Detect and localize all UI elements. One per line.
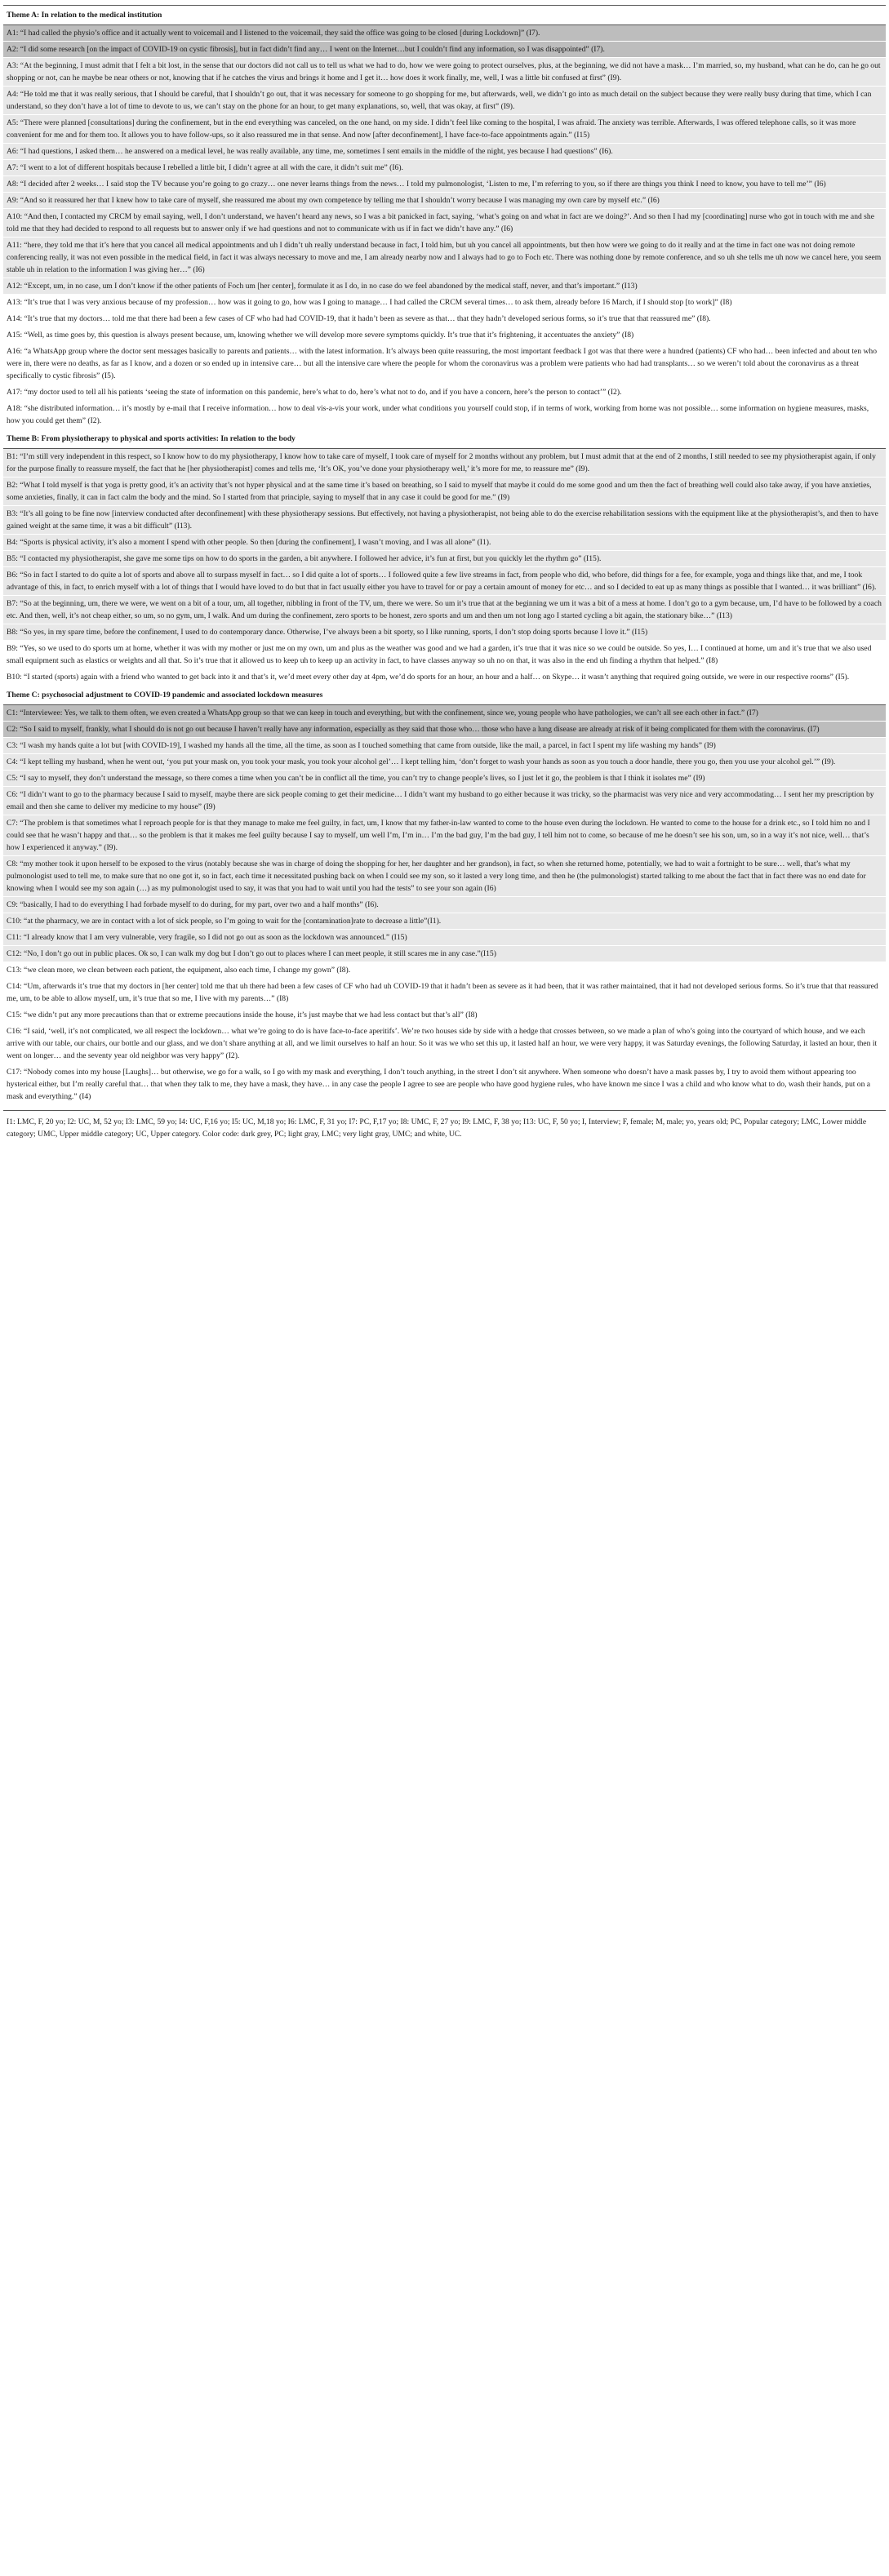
quote-text: A15: “Well, as time goes by, this question is always present because, um, knowing whether we will develop more severe symptoms quickly. It’s true that it’s frightening, it accentuates the anxiety” (I8)	[3, 327, 886, 344]
quote-text: C8: “my mother took it upon herself to be exposed to the virus (notably because she was in charge of doing the shopping for her, her daughter and her grandson), in fact, so when she returned home, potentially, we had to wait a fortnight to be sure… well, that’s what my pulmonologist used to tell me, to make sure that no one got it, so in fact, each time it necessitated pushing back on when I could see my son, so it lasted a very long time, and then he (the pulmonologist) started talking to me about the fact that in fact there was no end date for knowing when I would see my son again (…) as my pulmonologist used to say, it was that you had to wait until you had the tests” to see your son again (I6)	[3, 856, 886, 897]
quote-row	[3, 722, 886, 738]
quote-row	[3, 641, 886, 669]
quote-text: C13: “we clean more, we clean between each patient, the equipment, also each time, I change my gown” (I8).	[3, 962, 886, 979]
quote-row	[3, 160, 886, 176]
quote-text: C4: “I kept telling my husband, when he went out, ‘you put your mask on, you took your mask, you took your alcohol gel’… I kept telling him, ‘don’t forget to wash your hands as soon as you touch a door handle, there you go, then you use your alcohol gel.’” (I9).	[3, 754, 886, 771]
quote-row	[3, 1007, 886, 1024]
quote-row	[3, 596, 886, 624]
quote-row	[3, 669, 886, 686]
quote-row	[3, 477, 886, 506]
quote-text: A14: “It’s true that my doctors… told me that there had been a few cases of CF who had had COVID-19, that it hadn’t been as severe as that… that they hadn’t developed serious forms, so it’s true that that reassured me” (I8).	[3, 311, 886, 327]
quote-text: B5: “I contacted my physiotherapist, she gave me some tips on how to do sports in the garden, a bit anywhere. I followed her advice, it’s fun at first, but you quickly let the rhythm go” (I15).	[3, 551, 886, 567]
quote-text: C2: “So I said to myself, frankly, what I should do is not go out because I haven’t really have any information, especially as they said that those who… those who have a lung disease are already at risk of it being complicated for them with the coronavirus. (I7)	[3, 722, 886, 738]
quote-row	[3, 1064, 886, 1105]
quote-text: C12: “No, I don’t go out in public places. Ok so, I can walk my dog but I don’t go out to places where I can meet people, it still scares me in any case.”(I15)	[3, 946, 886, 962]
quote-text: B7: “So at the beginning, um, there we were, we went on a bit of a tour, um, all together, nibbling in front of the TV, um, there we were. So um it’s true that at the beginning we um it was a bit of a mess at home. I don’t go to a gym because, um, I’d have to be followed by a coach etc. And then, well, it’s not cheap either, so um, so no gym, um, I walk. And um during the confinement, zero sports to be honest, zero sports and um and then um not long ago I started cycling a bit again, the stationary bike…” (I13)	[3, 596, 886, 624]
quote-text: A10: “And then, I contacted my CRCM by email saying, well, I don’t understand, we haven’t heard any news, so I was a bit panicked in fact, saying, ‘what’s going on and what in fact are we doing?’. And so then I had my [coordinating] nurse who got in touch with me and she told me that they had decided to respond to all requests but to answer only if we had questions and not to communicate with us if in fact we didn’t have any.” (I6)	[3, 209, 886, 238]
quote-text: A6: “I had questions, I asked them… he answered on a medical level, he was really available, any time, me, sometimes I sent emails in the middle of the night, yes because I had questions” (I6).	[3, 144, 886, 160]
quote-text: A11: “here, they told me that it’s here that you cancel all medical appointments and uh I didn’t uh really understand because in fact, I told him, but uh you cancel all appointments, but then how were we going to do it really and at the time in fact one was not doing remote conferencing really, it was not even possible in the medical field, in fact it was always necessary to move and me, I am already nearby now and I always had to go to Foch etc. There was nothing done by remote conference, and so uh she tells me uh now we cancel here, you seem stable uh in relation to the information I was giving her…” (I6)	[3, 238, 886, 278]
quote-row	[3, 209, 886, 238]
quote-row	[3, 193, 886, 209]
theme-title: Theme A: In relation to the medical institution	[3, 6, 886, 25]
quote-row	[3, 144, 886, 160]
quote-text: A2: “I did some research [on the impact of COVID-19 on cystic fibrosis], but in fact didn’t find any… I went on the Internet…but I couldn’t find any information, so I was disappointed” (I7).	[3, 42, 886, 58]
quote-text: C1: “Interviewee: Yes, we talk to them often, we even created a WhatsApp group so that we can keep in touch and everything, but with the confinement, since we, young people who have pathologies, we can’t all see each other in fact.” (I7)	[3, 705, 886, 722]
quote-text: A5: “There were planned [consultations] during the confinement, but in the end everything was canceled, on the one hand, on my side. I didn’t feel like coming to the hospital, I was afraid. The anxiety was terrible. Afterwards, I was offered telephone calls, so it was more convenient for me and for them too. It allows you to have follow-ups, so it also reassured me in that sense. And now [after deconfinement], I have face-to-face appointments again.” (I15)	[3, 115, 886, 144]
quote-text: A4: “He told me that it was really serious, that I should be careful, that I shouldn’t go out, that it was necessary for someone to go shopping for me, but afterwards, well, we didn’t go into as much detail on the subject because they were really busy during that time, which I can understand, so they don’t have a lot of time to devote to us, we can’t stay on the phone for an hour, to get many explanations, so, well, that was okay, at first” (I9).	[3, 87, 886, 115]
quote-text: C15: “we didn’t put any more precautions than that or extreme precautions inside the house, it’s just maybe that we had less contact but that’s all” (I8)	[3, 1007, 886, 1024]
quote-row	[3, 535, 886, 551]
quote-text: C5: “I say to myself, they don’t understand the message, so there comes a time when you can’t be in conflict all the time, you can’t try to change people’s lives, so I just let it go, the problem is that I think it isolates me” (I9)	[3, 771, 886, 787]
quote-row	[3, 42, 886, 58]
document	[0, 0, 889, 1144]
quote-text: A9: “And so it reassured her that I knew how to take care of myself, she reassured me about my own competence by telling me that I shouldn’t worry because I was managing my own care by myself etc.” (I6)	[3, 193, 886, 209]
quote-text: C3: “I wash my hands quite a lot but [with COVID-19], I washed my hands all the time, all the time, as soon as I touched something that came from outside, like the mail, a parcel, in fact I spent my life washing my hands” (I9)	[3, 738, 886, 754]
quote-row	[3, 962, 886, 979]
quote-row	[3, 87, 886, 115]
quote-row	[3, 946, 886, 962]
quote-row	[3, 979, 886, 1007]
quote-text: C11: “I already know that I am very vulnerable, very fragile, so I did not go out as soon as the lockdown was announced.” (I15)	[3, 930, 886, 946]
quote-text: C10: “at the pharmacy, we are in contact with a lot of sick people, so I’m going to wait for the [contamination]rate to decrease a little”(I1).	[3, 913, 886, 930]
quote-row	[3, 738, 886, 754]
quote-row	[3, 238, 886, 278]
quote-row	[3, 1024, 886, 1064]
quote-row	[3, 930, 886, 946]
theme-header-row	[3, 6, 886, 25]
quote-text: A3: “At the beginning, I must admit that I felt a bit lost, in the sense that our doctors did not call us to tell us what we had to do, how we were going to protect ourselves, plus, at the beginning, we did not have a mask… I’m married, so, my husband, what can he do, can he go out shopping or not, can he maybe be near others or not, knowing that if he catches the virus and brings it home and I get it… how does it work finally, me, well, I was a little bit confused at first” (I9).	[3, 58, 886, 87]
quote-row	[3, 754, 886, 771]
quote-text: A13: “It’s true that I was very anxious because of my profession… how was it going to go, how was I going to manage… I had called the CRCM several times… to ask them, already before 16 March, if I should stop [to work]” (I8)	[3, 295, 886, 311]
quote-row	[3, 705, 886, 722]
quote-row	[3, 815, 886, 856]
theme-title: Theme B: From physiotherapy to physical and sports activities: In relation to the body	[3, 429, 886, 449]
theme-title: Theme C: psychosocial adjustment to COVID-19 pandemic and associated lockdown measures	[3, 686, 886, 705]
quote-row	[3, 506, 886, 535]
quote-text: A18: “she distributed information… it’s mostly by e-mail that I receive information… how to deal vis-a-vis your work, under what conditions you yourself could stop, if in terms of work, working from home was not possible… some information on hygiene measures, masks, how you could get them” (I2).	[3, 401, 886, 429]
quote-text: B2: “What I told myself is that yoga is pretty good, it’s an activity that’s not hyper physical and at the same time it’s based on breathing, so I said to myself that maybe it could do me some good and um then the fact of breathing well could also take away, if you have anxieties, some anxieties, finally, it can in fact calm the body and the mind. So I started from that principle, saying to myself that in any case it could be good for me.” (I9)	[3, 477, 886, 506]
quote-row	[3, 295, 886, 311]
quote-text: B3: “It’s all going to be fine now [interview conducted after deconfinement] with these physiotherapy sessions. But effectively, not having a physiotherapist, not being able to do the exercise rehabilitation sessions with the equipment like at the physiotherapist’s, and then to have gained weight at the same time, it was a bit difficult” (I13).	[3, 506, 886, 535]
quote-row	[3, 449, 886, 477]
quote-text: C9: “basically, I had to do everything I had forbade myself to do during, for my part, over two and a half months” (I6).	[3, 897, 886, 913]
quote-text: A16: “a WhatsApp group where the doctor sent messages basically to parents and patients… with the latest information. It’s always been quite reassuring, the most important feedback I got was that there were a hundred (patients) CF who had… been infected and about ten who were in, there were no deaths, as far as I know, and a dozen or so ended up in intensive care… but all the intensive care where the people for whom the coronavirus was a problem were patients who had had transplants… so we weren’t told about the coronavirus as a threat specifically to cystic fibrosis” (I5).	[3, 344, 886, 384]
quote-row	[3, 787, 886, 815]
quote-text: A8: “I decided after 2 weeks… I said stop the TV because you’re going to go crazy… one never learns things from the news… I told my pulmonologist, ‘Listen to me, I’m referring to you, so if there are things you think I need to know, you have to tell me’” (I6)	[3, 176, 886, 193]
quote-row	[3, 311, 886, 327]
quote-text: C14: “Um, afterwards it’s true that my doctors in [her center] told me that uh there had been a few cases of CF who had uh COVID-19 that it hadn’t been as severe as it had been, that it was rather maintained, that it had not developed serious forms. So it’s true that that reassured me, um, to be able to allow myself, um, it’s true that so me, I live with my parents…” (I8)	[3, 979, 886, 1007]
quote-row	[3, 624, 886, 641]
quote-row	[3, 25, 886, 42]
quote-row	[3, 897, 886, 913]
quotes-table-body	[3, 6, 886, 1105]
quote-text: B10: “I started (sports) again with a friend who wanted to get back into it and that’s it, we’d meet every other day at 4pm, we’d do sports for an hour, an hour and a half… on Skype… it wasn’t anything that required going outside, we were in our respective rooms” (I5).	[3, 669, 886, 686]
quote-text: C16: “I said, ‘well, it’s not complicated, we all respect the lockdown… what we’re going to do is have face-to-face aperitifs’. We’re two houses side by side with a hedge that crosses between, so we made a plan of who’s going into the courtyard of which house, and we each arrive with our table, our chairs, our bottle and our glass, and we don’t share anything at all, and we limit ourselves to half an hour. So it was we who set this up, it lasted half an hour, we were very happy, it was Saturday evenings, the following Saturday, it lasted an hour, then it went on longer… and the seventy year old neighbor was very happy” (I2).	[3, 1024, 886, 1064]
quote-text: B1: “I’m still very independent in this respect, so I know how to do my physiotherapy, I know how to take care of myself, I took care of myself for 2 months without any problem, but I must admit that at the end of 2 months, I still needed to see my physiotherapist again, if only for the purpose finally to reassure myself, the fact that he [her physiotherapist] comes and tells me, ‘It’s OK, you’ve done your physiotherapy well,’ it’s more for me, to reassure me” (I9).	[3, 449, 886, 477]
quote-row	[3, 913, 886, 930]
quote-text: C17: “Nobody comes into my house [Laughs]… but otherwise, we go for a walk, so I go with my mask and everything, I don’t touch anything, in the street I don’t sit anywhere. When someone who doesn’t have a mask passes by, I try to avoid them without appearing too hysterical either, but I’m really careful that… that when they talk to me, they have a mask, they have… in any case the people I agree to see are people who have good hygiene rules, who have known me since I was a child and who know what to do, wash their hands, put on a mask and everything.” (I4)	[3, 1064, 886, 1105]
quote-text: B4: “Sports is physical activity, it’s also a moment I spend with other people. So then [during the confinement], I wasn’t moving, and I was all alone” (I1).	[3, 535, 886, 551]
quote-row	[3, 771, 886, 787]
quote-row	[3, 278, 886, 295]
quote-row	[3, 551, 886, 567]
table-footnote: I1: LMC, F, 20 yo; I2: UC, M, 52 yo; I3: LMC, 59 yo; I4: UC, F,16 yo; I5: UC, M,18 yo; I6: LMC, F, 31 yo; I7: PC, F,17 yo; I8: UMC, F, 27 yo; I9: LMC, F, 38 yo; I13: UC, F, 50 yo; I, Interview; F, female; M, male; yo, years old; PC, Popular category; LMC, Lower middle category; UMC, Upper middle category; UC, Upper category. Color code: dark grey, PC; light gray, LMC; very light gray, UMC; and white, UC.	[3, 1110, 886, 1144]
quote-row	[3, 327, 886, 344]
quote-text: B8: “So yes, in my spare time, before the confinement, I used to do contemporary dance. Otherwise, I’ve always been a bit sporty, so I like running, sports, I don’t stop doing sports because I love it.” (I15)	[3, 624, 886, 641]
quote-row	[3, 115, 886, 144]
quote-row	[3, 176, 886, 193]
quote-row	[3, 567, 886, 596]
quote-row	[3, 344, 886, 384]
quote-text: C6: “I didn’t want to go to the pharmacy because I said to myself, maybe there are sick people coming to get their medicine… I didn’t want my husband to go either because it was tricky, so the pharmacist was very nice and very accommodating… I sent her my prescription by email and then she came to deliver my medicine to my house” (I9)	[3, 787, 886, 815]
theme-header-row	[3, 429, 886, 449]
quote-text: A17: “my doctor used to tell all his patients ‘seeing the state of information on this pandemic, here’s what to do, here’s what not to do, and if you have a concern, here’s the person to contact’” (I2).	[3, 384, 886, 401]
quote-text: A1: “I had called the physio’s office and it actually went to voicemail and I listened to the voicemail, they said the office was going to be closed [during Lockdown]” (I7).	[3, 25, 886, 42]
quote-text: A7: “I went to a lot of different hospitals because I rebelled a little bit, I didn’t agree at all with the care, it didn’t suit me” (I6).	[3, 160, 886, 176]
quote-text: A12: “Except, um, in no case, um I don’t know if the other patients of Foch um [her center], formulate it as I do, in no case do we feel abandoned by the medical staff, never, and that’s important.” (I13)	[3, 278, 886, 295]
quote-text: B9: “Yes, so we used to do sports um at home, whether it was with my mother or just me on my own, um and plus as the weather was good and we had a garden, it’s true that it was nice so we could be outside. So yes, I… I continued at home, um and it’s true that we also used small equipment such as elastics or weights and all that. So it’s true that it allowed us to keep uh to keep up an activity in fact, to have classes anyway so uh no on that, it was also in the end uh finding a rhythm that helped.” (I8)	[3, 641, 886, 669]
quote-row	[3, 856, 886, 897]
quote-text: C7: “The problem is that sometimes what I reproach people for is that they manage to make me feel guilty, in fact, um, I know that my father-in-law wanted to come to the house even during the lockdown. He wanted to come to the house for a drink etc., so I told him no and I could see that he wasn’t happy and that… so the problem is that it makes me feel guilty because I say to myself, um well I’m, I’m in… I’m the bad guy, I’m the bad guy, I tell him not to come, so because of me he doesn’t see his son, um, so in a way it’s not nice, well… that’s how I experienced it anyway.” (I9).	[3, 815, 886, 856]
quote-row	[3, 401, 886, 429]
theme-header-row	[3, 686, 886, 705]
quote-row	[3, 58, 886, 87]
quote-text: B6: “So in fact I started to do quite a lot of sports and above all to surpass myself in fact… so I did quite a lot of sports… I followed quite a few live streams in fact, from people who did, who before, did things for a fee, for example, yoga and things like that, and me, I took advantage of this, in fact, to enrich myself with a lot of things that I would have loved to do but that in fact usually either you have to travel for or pay a certain amount of money for etc… and so I decided to eat up as many things as possible that I wanted… it was brilliant” (I6).	[3, 567, 886, 596]
quotes-table	[3, 5, 886, 1105]
quote-row	[3, 384, 886, 401]
